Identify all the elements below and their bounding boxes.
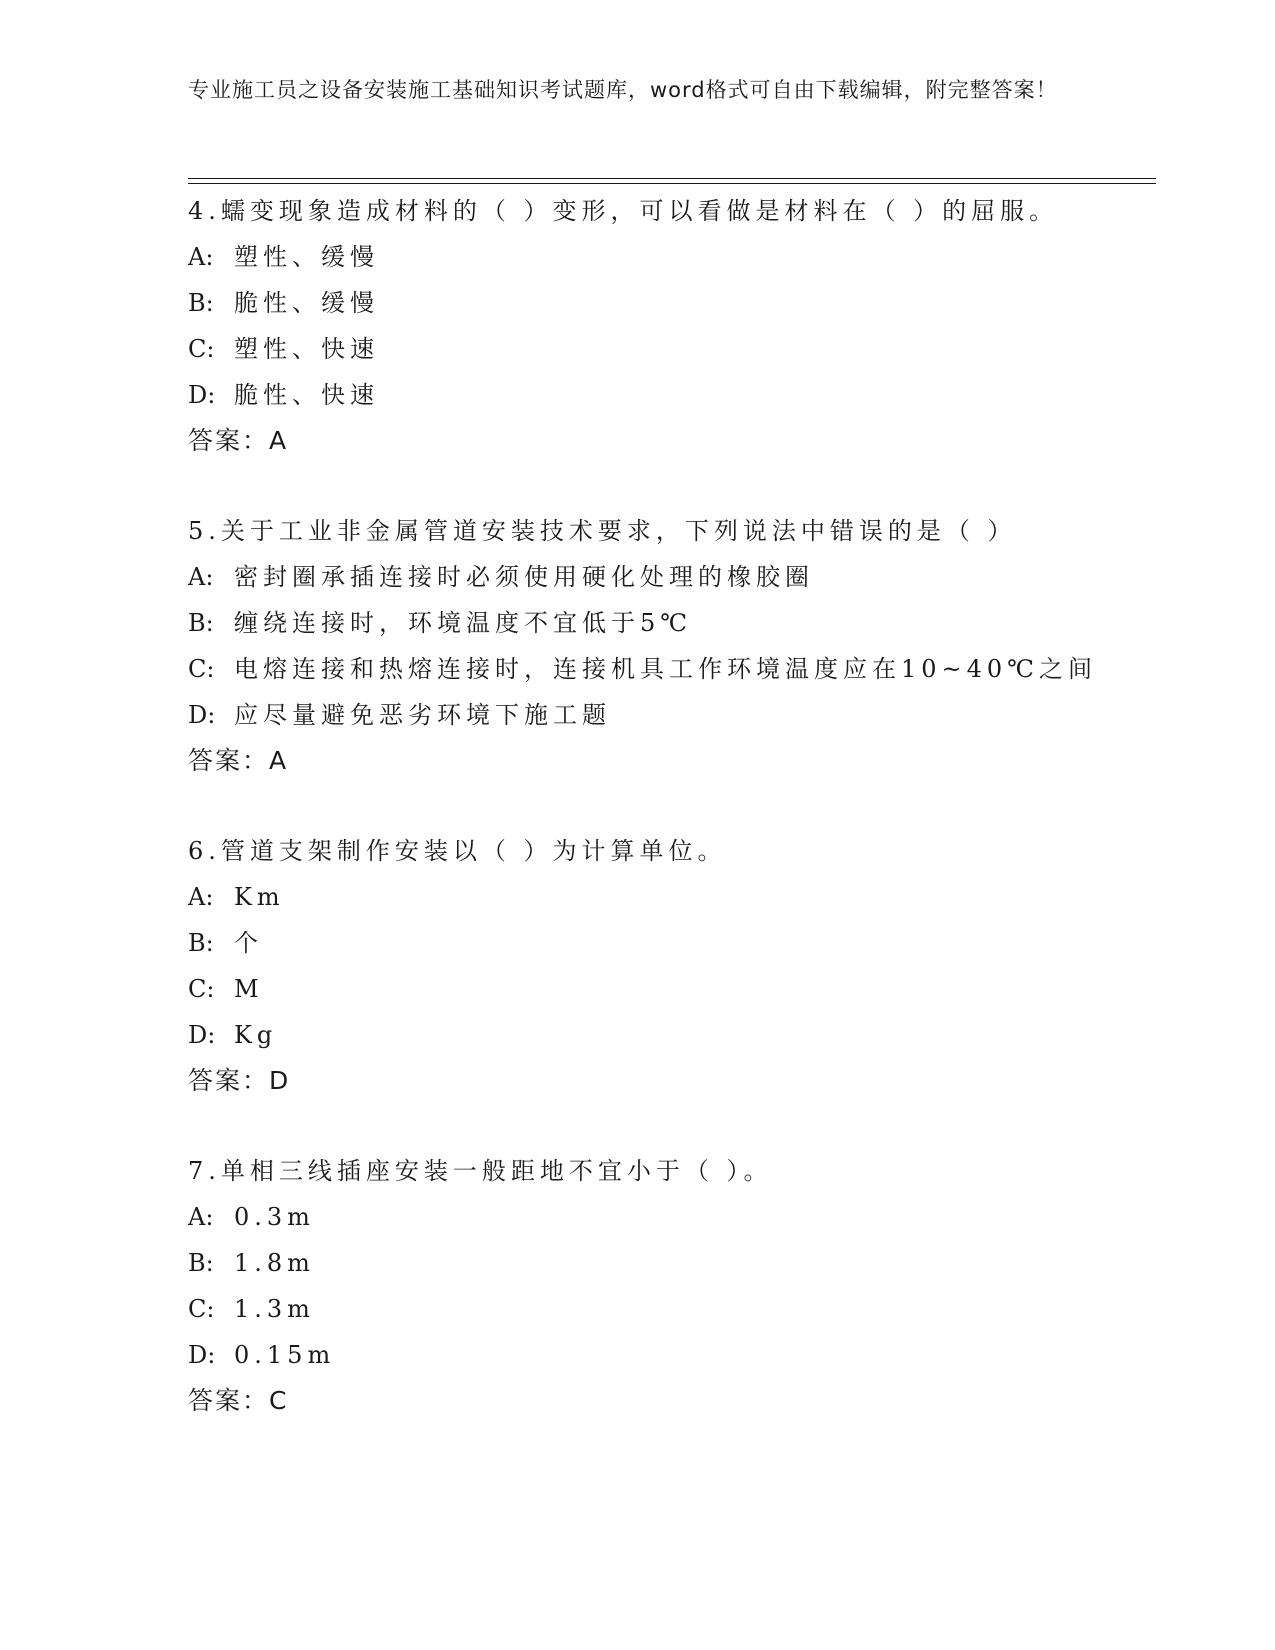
header-divider-bottom <box>188 183 1156 184</box>
header-divider-top <box>188 178 1156 179</box>
option-c <box>188 966 1148 1012</box>
option-text: 塑性、快速 <box>234 335 379 363</box>
option-text: 塑性、缓慢 <box>234 243 379 271</box>
option-letter: D: <box>188 1341 216 1369</box>
question-4 <box>188 188 1148 464</box>
option-text: 1.8m <box>234 1249 315 1277</box>
option-letter: D: <box>188 381 216 409</box>
option-text: 应尽量避免恶劣环境下施工题 <box>234 701 611 729</box>
option-text: 密封圈承插连接时必须使用硬化处理的橡胶圈 <box>234 563 814 591</box>
option-d <box>188 692 1148 738</box>
option-letter: D: <box>188 1021 216 1049</box>
answer-label: 答案：A <box>188 426 289 455</box>
option-b <box>188 600 1148 646</box>
option-c <box>188 646 1148 692</box>
option-text: M <box>234 975 264 1003</box>
option-letter: C: <box>188 335 215 363</box>
option-c <box>188 1286 1148 1332</box>
option-c <box>188 326 1148 372</box>
option-b <box>188 1240 1148 1286</box>
option-text: Kg <box>234 1021 278 1049</box>
option-d <box>188 372 1148 418</box>
option-letter: C: <box>188 655 215 683</box>
option-a <box>188 1194 1148 1240</box>
option-letter: B: <box>188 1249 214 1277</box>
answer-label: 答案：D <box>188 1066 291 1095</box>
option-b <box>188 920 1148 966</box>
option-text: 脆性、缓慢 <box>234 289 379 317</box>
question-6 <box>188 828 1148 1104</box>
option-letter: C: <box>188 975 215 1003</box>
question-stem: 6.管道支架制作安装以（ ）为计算单位。 <box>188 837 727 865</box>
question-5 <box>188 508 1148 784</box>
option-b <box>188 280 1148 326</box>
option-text: 1.3m <box>234 1295 315 1323</box>
option-d <box>188 1332 1148 1378</box>
option-text: Km <box>234 883 285 911</box>
option-a <box>188 234 1148 280</box>
option-letter: B: <box>188 609 214 637</box>
option-letter: A: <box>188 563 214 591</box>
document-header-title: 专业施工员之设备安装施工基础知识考试题库，word格式可自由下载编辑，附完整答案！ <box>188 78 1058 102</box>
question-stem: 4.蠕变现象造成材料的（ ）变形，可以看做是材料在（ ）的屈服。 <box>188 197 1059 225</box>
option-text: 0.15m <box>234 1341 336 1369</box>
option-letter: B: <box>188 289 214 317</box>
question-stem: 5.关于工业非金属管道安装技术要求，下列说法中错误的是（ ） <box>188 517 1017 545</box>
option-letter: B: <box>188 929 214 957</box>
option-text: 0.3m <box>234 1203 315 1231</box>
question-stem: 7.单相三线插座安装一般距地不宜小于（ ）。 <box>188 1157 773 1185</box>
answer-label: 答案：A <box>188 746 289 775</box>
option-letter: A: <box>188 243 214 271</box>
option-a <box>188 554 1148 600</box>
option-letter: D: <box>188 701 216 729</box>
question-7 <box>188 1148 1148 1424</box>
option-text: 个 <box>234 929 263 957</box>
option-text: 缠绕连接时，环境温度不宜低于5℃ <box>234 609 693 637</box>
answer-label: 答案：C <box>188 1386 289 1415</box>
option-text: 电熔连接和热熔连接时，连接机具工作环境温度应在10~40℃之间 <box>234 655 1098 683</box>
option-letter: A: <box>188 883 214 911</box>
option-text: 脆性、快速 <box>234 381 379 409</box>
option-letter: A: <box>188 1203 214 1231</box>
option-d <box>188 1012 1148 1058</box>
option-letter: C: <box>188 1295 215 1323</box>
option-a <box>188 874 1148 920</box>
